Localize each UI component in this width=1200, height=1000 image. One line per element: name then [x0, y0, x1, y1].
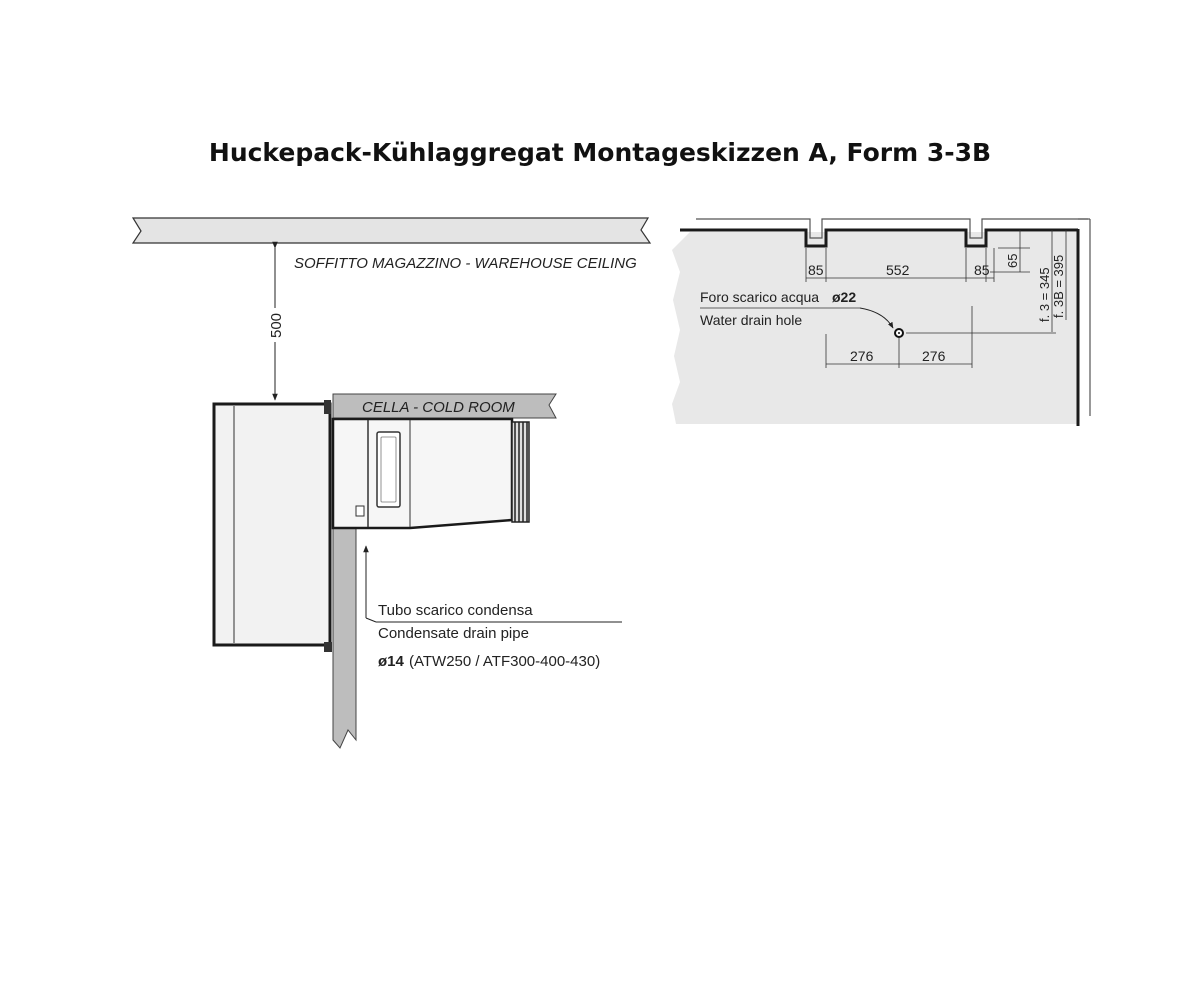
dim-f3: f. 3 = 345: [1037, 267, 1052, 322]
dim-half-left: 276: [850, 348, 874, 364]
drain-hole-label-it: Foro scarico acqua: [700, 289, 820, 305]
drain-pipe-models: (ATW250 / ATF300-400-430): [409, 653, 601, 670]
page-title: Huckepack-Kühlaggregat Montageskizzen A, Form 3-3B: [208, 138, 992, 167]
drain-pipe-label-it: Tubo scarico condensa: [378, 602, 533, 619]
evaporator-fan-grille: [512, 422, 529, 522]
drain-pipe-label-en: Condensate drain pipe: [378, 625, 529, 642]
dim-vertical-small: 65: [1005, 253, 1020, 268]
outdoor-unit-body: [214, 404, 330, 645]
dim-middle: 552: [886, 262, 910, 278]
dim-left-notch: 85: [808, 262, 824, 278]
warehouse-ceiling: [133, 218, 650, 243]
drain-pipe-diameter: ø14: [378, 653, 404, 670]
distance-label: 500: [268, 312, 285, 338]
drain-hole-diameter: ø22: [832, 289, 857, 305]
evaporator-panel: [377, 432, 400, 507]
ceiling-label: SOFFITTO MAGAZZINO - WAREHOUSE CEILING: [294, 255, 637, 272]
cold-room-label: CELLA - COLD ROOM: [362, 399, 515, 416]
dim-half-right: 276: [922, 348, 946, 364]
drain-hole-label-en: Water drain hole: [700, 312, 803, 328]
dim-f3b: f. 3B = 395: [1051, 254, 1066, 318]
dim-right-notch: 85: [974, 262, 990, 278]
